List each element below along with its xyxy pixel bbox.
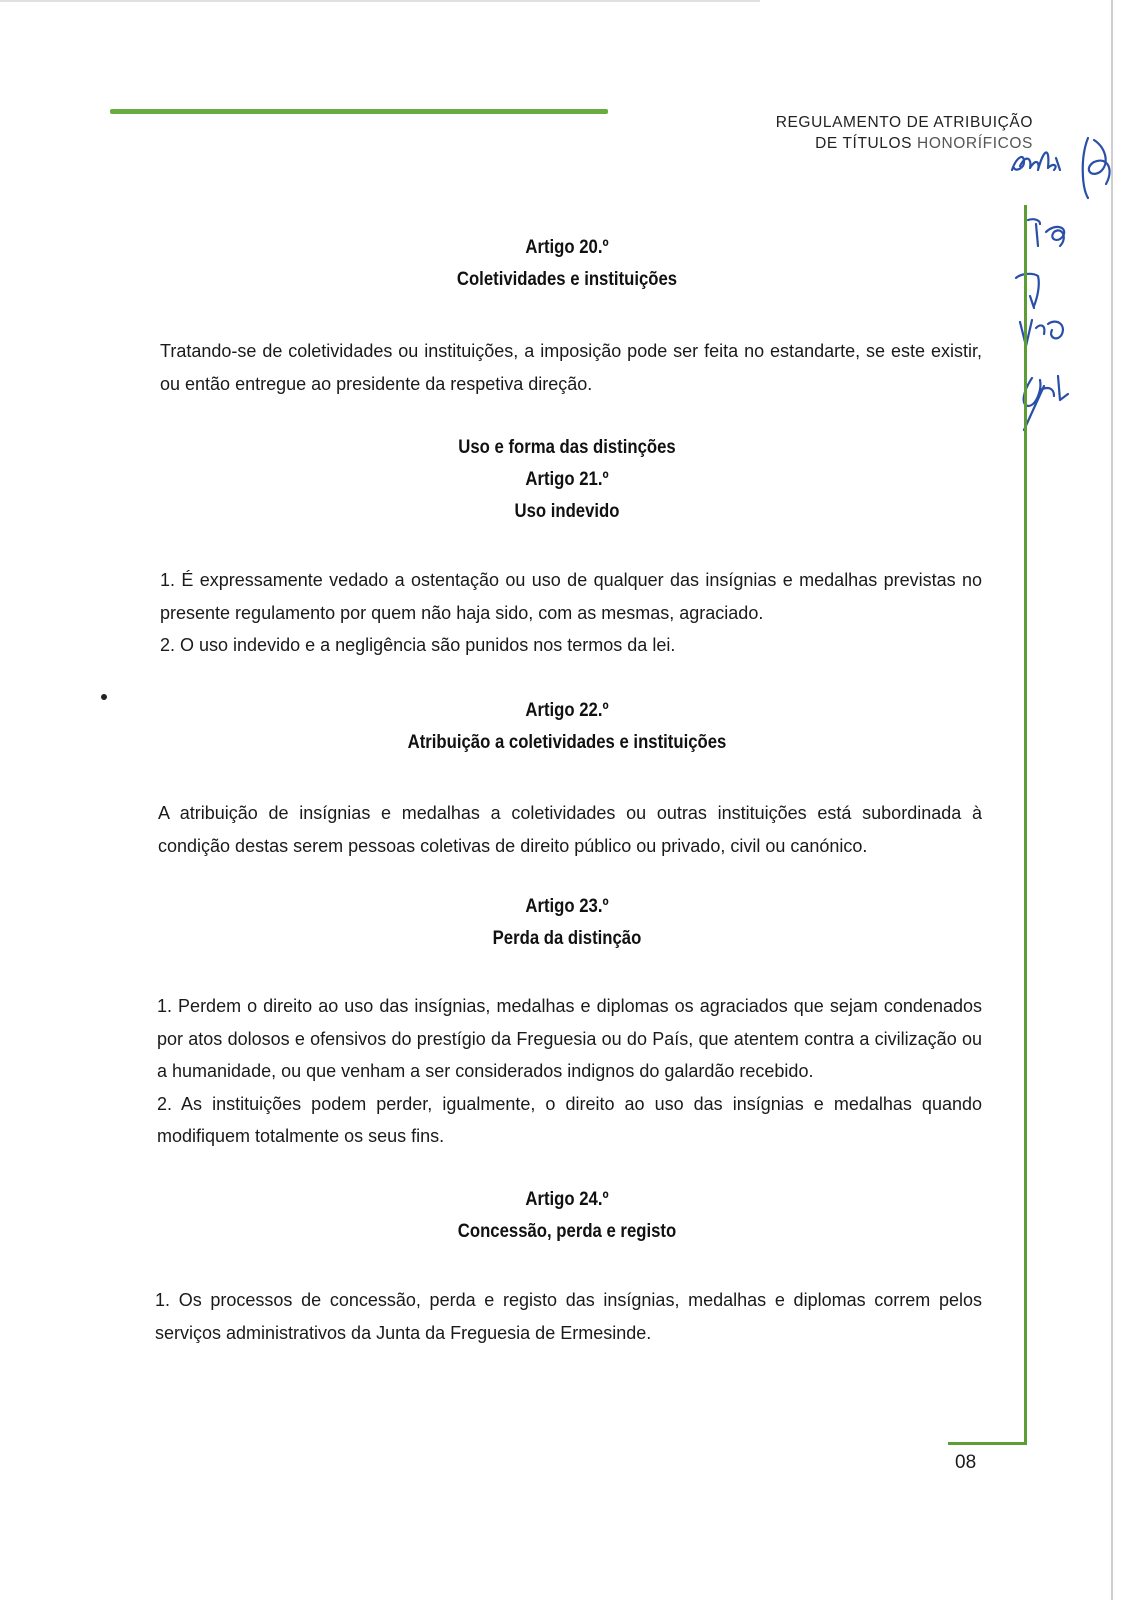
article-20	[150, 232, 984, 296]
article-number: Artigo 24.º	[525, 1189, 609, 1210]
page-number: 08	[955, 1452, 977, 1473]
paragraph: 2. O uso indevido e a negligência são punidos nos termos da lei.	[160, 635, 676, 655]
stray-mark	[101, 694, 107, 700]
handwritten-initials-signature	[1010, 128, 1125, 468]
paragraph: 1. É expressamente vedado a ostentação ou uso de qualquer das insígnias e medalhas previstas no presente regulamento por quem não haja sido, com as mesmas, agraciado.	[160, 570, 982, 623]
article-title: Coletividades e instituições	[456, 269, 678, 290]
article-20-body	[160, 335, 982, 400]
footer-green-rule	[948, 1442, 1027, 1445]
scan-edge-top	[0, 0, 760, 2]
header-line-1: REGULAMENTO DE ATRIBUIÇÃO	[775, 114, 1033, 131]
article-21-body	[160, 564, 982, 662]
article-24-body	[155, 1284, 982, 1349]
article-number: Artigo 23.º	[525, 896, 609, 917]
article-title: Uso indevido	[514, 501, 620, 522]
document-header-title	[776, 112, 1033, 154]
paragraph: 2. As instituições podem perder, igualmente, o direito ao uso das insígnias e medalhas quando modifiquem totalmente os seus fins.	[157, 1093, 982, 1146]
article-number: Artigo 20.º	[525, 237, 609, 258]
header-line-2b: HONORÍFICOS	[917, 135, 1033, 152]
article-22-body	[158, 797, 982, 862]
article-23	[150, 891, 984, 955]
article-23-body	[157, 990, 982, 1153]
article-title: Concessão, perda e registo	[457, 1221, 677, 1242]
margin-green-line	[1024, 205, 1027, 1445]
paragraph: A atribuição de insígnias e medalhas a coletividades ou outras instituições está subordinada à condição destas serem pessoas coletivas de direito público ou privado, civil ou canónico.	[158, 803, 982, 856]
header-line-2a: DE TÍTULOS	[815, 135, 918, 152]
article-24	[150, 1184, 984, 1248]
paragraph: 1. Perdem o direito ao uso das insígnias, medalhas e diplomas os agraciados que sejam condenados por atos dolosos e ofensivos do prestígio da Freguesia ou do País, que atentem contra a civilização ou a humanidade, ou que venham a ser considerados indignos do galardão recebido.	[157, 996, 982, 1081]
article-title: Atribuição a coletividades e instituições	[407, 732, 727, 753]
article-21	[150, 432, 984, 528]
article-number: Artigo 21.º	[525, 469, 609, 490]
article-22	[150, 695, 984, 759]
article-number: Artigo 22.º	[525, 700, 609, 721]
article-title: Perda da distinção	[492, 928, 642, 949]
section-title: Uso e forma das distinções	[458, 437, 676, 458]
paragraph: Tratando-se de coletividades ou instituições, a imposição pode ser feita no estandarte, se este existir, ou então entregue ao presidente da respetiva direção.	[160, 341, 982, 394]
header-line-2	[776, 133, 1033, 154]
header-green-rule	[110, 109, 608, 114]
paragraph: 1. Os processos de concessão, perda e registo das insígnias, medalhas e diplomas correm pelos serviços administrativos da Junta da Freguesia de Ermesinde.	[155, 1290, 982, 1343]
